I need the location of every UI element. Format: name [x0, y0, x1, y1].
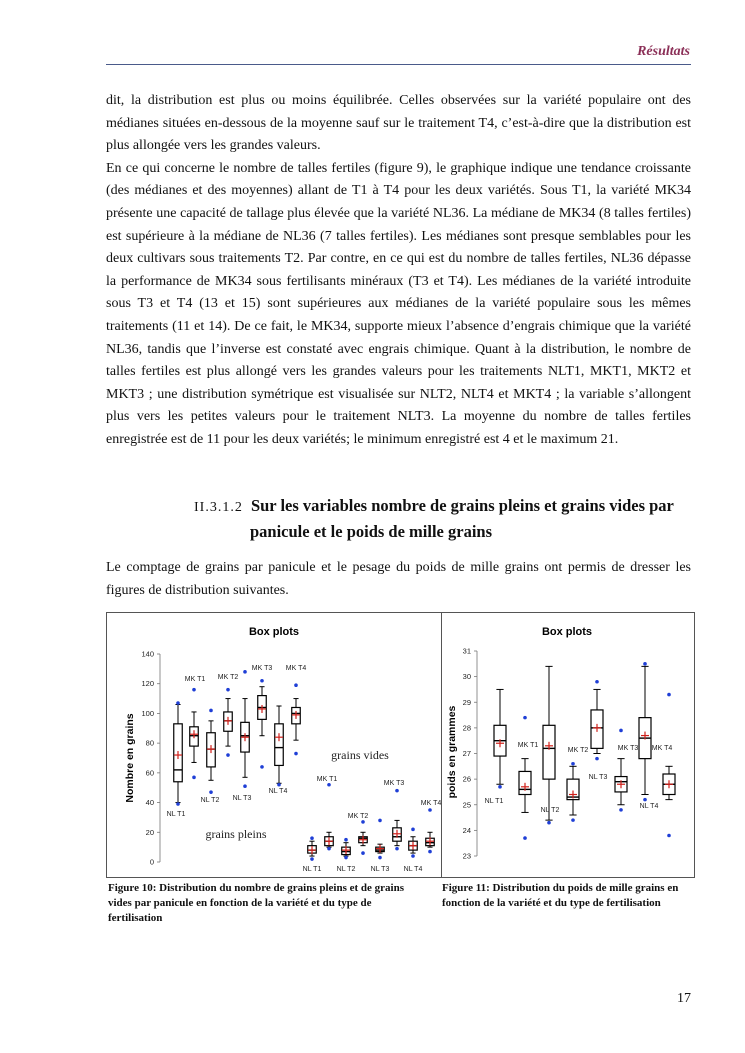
box-outlier-point — [192, 776, 196, 780]
category-label: NL T1 — [484, 798, 504, 805]
category-label: MK T1 — [184, 676, 206, 683]
chart-title: Box plots — [248, 626, 300, 638]
box-outlier-point — [643, 798, 647, 802]
category-label: MK T1 — [316, 776, 338, 783]
box-outlier-point — [523, 836, 527, 840]
y-tick-label: 28 — [462, 723, 471, 733]
box-plot-mkt1-poids — [519, 716, 531, 840]
box-plot-mkt4-pleins — [292, 683, 301, 755]
box-plot-nlt2-pleins — [207, 709, 216, 794]
box-outlier-point — [571, 762, 575, 766]
box-plot-nlt2-vides — [342, 838, 351, 859]
category-label: NL T4 — [268, 788, 288, 795]
y-tick-label: 23 — [462, 851, 471, 861]
y-tick-label: 20 — [145, 827, 154, 837]
category-label: MK T2 — [347, 813, 369, 820]
page-number: 17 — [677, 991, 691, 1006]
y-tick-label: 80 — [145, 738, 154, 748]
box-plot-mkt1-vides — [325, 783, 334, 850]
category-label: MK T2 — [217, 674, 239, 681]
figure-10-caption: Figure 10: Distribution du nombre de grains pleins et de grains vides par panicule en fonction de la variété et du type de fertilisation — [108, 882, 405, 924]
y-axis-title: poids en grammes — [446, 705, 458, 799]
box-outlier-point — [294, 683, 298, 687]
box-outlier-point — [294, 752, 298, 756]
box-outlier-point — [243, 784, 247, 788]
box-outlier-point — [498, 785, 502, 789]
y-tick-label: 120 — [141, 679, 154, 689]
category-label: NL T2 — [540, 807, 560, 814]
box-outlier-point — [344, 856, 348, 860]
box-plot-nlt1-poids — [494, 689, 506, 788]
box-outlier-point — [411, 828, 415, 832]
box-plot-mkt1-pleins — [190, 688, 199, 779]
box-outlier-point — [226, 688, 230, 692]
y-tick-label: 24 — [462, 825, 471, 835]
y-tick-label: 27 — [462, 749, 471, 758]
box-outlier-point — [395, 789, 399, 793]
box-plot-nlt4-pleins — [275, 706, 284, 787]
box-outlier-point — [619, 808, 623, 812]
box-outlier-point — [344, 838, 348, 842]
category-label: NL T4 — [639, 803, 659, 810]
box-outlier-point — [378, 856, 382, 860]
y-tick-label: 30 — [462, 672, 471, 682]
y-tick-label: 40 — [145, 798, 154, 808]
box-plot-nlt2-poids — [543, 666, 555, 824]
box-outlier-point — [260, 765, 264, 769]
box-outlier-point — [523, 716, 527, 720]
box-plot-nlt1-vides — [308, 836, 317, 860]
box-outlier-point — [327, 847, 331, 851]
y-axis — [474, 651, 477, 856]
box-plot-mkt2-pleins — [224, 688, 233, 757]
box-outlier-point — [378, 819, 382, 823]
box-outlier-point — [595, 680, 599, 684]
section-title-line2: panicule et le poids de mille grains — [250, 522, 493, 541]
grains-pleins-annotation: grains pleins — [205, 827, 267, 841]
category-label: MK T3 — [251, 665, 273, 672]
category-label: NL T1 — [302, 866, 322, 873]
box-outlier-point — [310, 836, 314, 840]
category-label: MK T3 — [617, 745, 639, 752]
box-plot-mkt3-poids — [615, 729, 627, 812]
box-outlier-point — [667, 834, 671, 838]
box-plot-nlt3-pleins — [241, 670, 250, 788]
box-outlier-point — [395, 847, 399, 851]
grains-vides-annotation: grains vides — [331, 748, 389, 762]
box-outlier-point — [260, 679, 264, 683]
box-outlier-point — [411, 854, 415, 858]
paragraph: dit, la distribution est plus ou moins équilibrée. Celles observées sur la variété populaire ont des médianes situées en-dessous de la moyenne sauf sur le traitement T4, c’est-à-dire que la distribution est plus allongée vers les grandes valeurs. — [106, 93, 691, 154]
box-outlier-point — [176, 701, 180, 705]
y-tick-label: 25 — [462, 800, 471, 810]
box-plot-nlt3-vides — [376, 819, 385, 860]
y-axis-title: Nombre en grains — [124, 713, 136, 803]
box-rect — [543, 725, 555, 779]
box-outlier-point — [643, 662, 647, 666]
box-outlier-point — [361, 851, 365, 855]
box-outlier-point — [192, 688, 196, 692]
y-tick-label: 0 — [149, 857, 154, 867]
box-outlier-point — [571, 818, 575, 822]
box-plot-nlt3-poids — [591, 680, 603, 760]
section-title-line1: Sur les variables nombre de grains pleins et grains vides par — [250, 496, 674, 515]
box-outlier-point — [361, 820, 365, 824]
box-outlier-point — [310, 857, 314, 861]
y-tick-label: 60 — [145, 768, 154, 778]
box-outlier-point — [327, 783, 331, 787]
category-label: MK T4 — [651, 745, 673, 752]
box-outlier-point — [428, 850, 432, 854]
box-outlier-point — [176, 802, 180, 806]
y-tick-label: 140 — [141, 649, 154, 659]
category-label: MK T4 — [420, 800, 442, 807]
category-label: NL T3 — [370, 866, 390, 873]
category-label: NL T4 — [403, 866, 423, 873]
box-plot-nlt1-pleins — [174, 701, 183, 806]
figure-11-caption: Figure 11: Distribution du poids de mille grains en fonction de la variété et du type de fertilisation — [442, 882, 679, 909]
box-outlier-point — [619, 729, 623, 733]
box-outlier-point — [209, 709, 213, 713]
category-label: NL T3 — [588, 774, 608, 781]
y-axis — [157, 654, 160, 862]
box-rect — [275, 724, 284, 766]
y-tick-label: 100 — [141, 708, 154, 718]
box-plot-nlt4-poids — [639, 662, 651, 801]
box-plot-mkt4-vides — [426, 808, 435, 853]
box-outlier-point — [209, 790, 213, 794]
category-label: NL T3 — [232, 795, 252, 802]
box-outlier-point — [595, 757, 599, 761]
box-outlier-point — [547, 821, 551, 825]
header-title: Résultats — [637, 44, 690, 59]
box-plot-mkt3-pleins — [258, 679, 267, 769]
box-plot-mkt2-vides — [359, 820, 368, 855]
paragraph: En ce qui concerne le nombre de talles fertiles (figure 9), le graphique indique une tendance croissante (des médianes et des moyennes) allant de T1 à T4 pour les deux variétés. Sous T1, la variété MK34 présente une capacité de tallage plus élevée que la variété NL36. La médiane de MK34 (8 talles fertiles) est supérieure à la médiane de NL36 (7 talles fertiles). Les médianes sont presque semblables pour les deux cultivars sous traitements T2. Par contre, en ce qui est du nombre de talles fertiles, NL36 dépasse la performance de MK34 sous fertilisants minéraux (T3 et T4). Les médianes de la variété introduite sous T3 et T4 (13 et 15) sont supérieures aux médianes de la variété populaire sous les mêmes traitements (11 et 14). De ce fait, le MK34, supporte mieux l’absence d’engrais chimique que la variété NL36, tandis que l’inverse est constaté avec engrais chimique. Quant à la distribution, le nombre de talles fertiles est plus allongé vers les grandes valeurs pour les traitements NLT1, MKT1, MKT2 et MKT3 ; une distribution symétrique est visualisée sur NLT2, NLT4 et MKT4 ; la variable s’allongent plus vers les petites valeurs pour le traitement NLT3. La moyenne du nombre de talles fertiles enregistrée est de 11 pour les deux variétés; le minimum enregistré est 4 et le maximum 21. — [106, 160, 691, 447]
category-label: MK T3 — [383, 780, 405, 787]
box-plot-nlt4-vides — [409, 828, 418, 858]
category-label: NL T2 — [336, 866, 356, 873]
category-label: MK T2 — [567, 747, 589, 754]
box-outlier-point — [243, 670, 247, 674]
intro-paragraph: Le comptage de grains par panicule et le pesage du poids de mille grains ont permis de dresser les figures de distribution suivantes. — [106, 560, 691, 598]
box-outlier-point — [226, 753, 230, 757]
category-label: NL T2 — [200, 797, 220, 804]
box-plot-mkt2-poids — [567, 762, 579, 822]
y-tick-label: 31 — [462, 646, 471, 656]
chart-title: Box plots — [541, 626, 593, 638]
box-plot-mkt3-vides — [393, 789, 402, 851]
box-outlier-point — [277, 783, 281, 787]
section-number: II.3.1.2 — [194, 500, 243, 515]
box-outlier-point — [667, 693, 671, 697]
category-label: MK T1 — [517, 742, 539, 749]
box-plot-mkt4-poids — [663, 693, 675, 838]
category-label: NL T1 — [166, 811, 186, 818]
y-tick-label: 26 — [462, 774, 471, 784]
box-outlier-point — [428, 808, 432, 812]
category-label: MK T4 — [285, 665, 307, 672]
y-tick-label: 29 — [462, 697, 471, 707]
